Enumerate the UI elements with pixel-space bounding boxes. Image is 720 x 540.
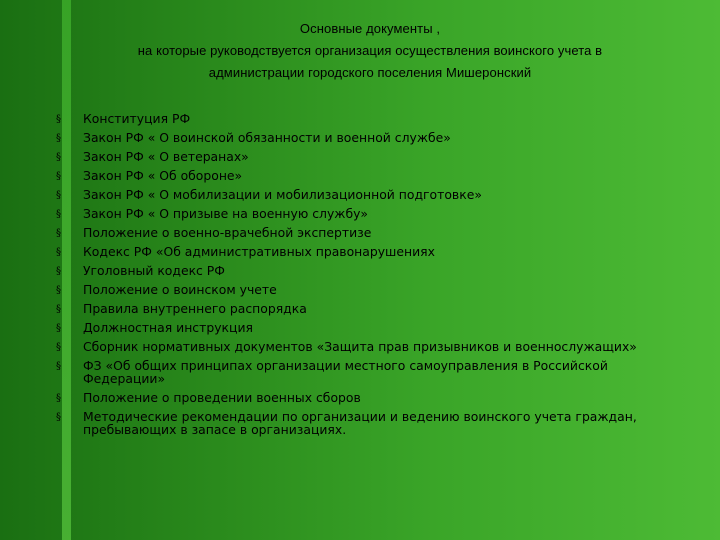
slide-title <box>70 18 670 84</box>
bullet-icon: § <box>56 114 61 125</box>
bullet-icon: § <box>56 266 61 277</box>
list-item-text: Кодекс РФ «Об административных правонарушениях <box>83 244 435 259</box>
title-line-1: Основные документы , <box>299 21 441 36</box>
list-item-text: Сборник нормативных документов «Защита прав призывников и военнослужащих» <box>83 339 637 354</box>
bullet-icon: § <box>56 285 61 296</box>
list-item <box>56 302 656 315</box>
list-item-text: Должностная инструкция <box>83 320 253 335</box>
list-item-text: Закон РФ « О призыве на военную службу» <box>83 206 369 221</box>
bullet-icon: § <box>56 412 61 423</box>
title-line-3: администрации городского поселения Мишеронский <box>208 65 532 80</box>
bullet-icon: § <box>56 190 61 201</box>
list-item <box>56 112 656 125</box>
list-item <box>56 264 656 277</box>
list-item <box>56 226 656 239</box>
list-item <box>56 283 656 296</box>
bullet-icon: § <box>56 323 61 334</box>
list-item-text: Методические рекомендации по организации и ведению воинского учета граждан, пребывающих в запасе в организациях. <box>83 409 637 437</box>
list-item <box>56 410 656 436</box>
list-item-text: Конституция РФ <box>83 111 191 126</box>
list-item <box>56 359 656 385</box>
list-item <box>56 131 656 144</box>
list-item-text: ФЗ «Об общих принципах организации местного самоуправления в Российской Федерации» <box>83 358 608 386</box>
list-item <box>56 207 656 220</box>
bullet-icon: § <box>56 152 61 163</box>
list-item <box>56 245 656 258</box>
list-item-text: Правила внутреннего распорядка <box>83 301 307 316</box>
bullet-icon: § <box>56 393 61 404</box>
list-item-text: Закон РФ « Об обороне» <box>83 168 243 183</box>
list-item-text: Закон РФ « О воинской обязанности и военной службе» <box>83 130 451 145</box>
bullet-icon: § <box>56 342 61 353</box>
bullet-icon: § <box>56 304 61 315</box>
bullet-icon: § <box>56 133 61 144</box>
list-item-text: Положение о проведении военных сборов <box>83 390 361 405</box>
list-item <box>56 150 656 163</box>
list-item <box>56 169 656 182</box>
list-item-text: Положение о военно-врачебной экспертизе <box>83 225 372 240</box>
documents-list <box>56 112 656 442</box>
list-item <box>56 340 656 353</box>
list-item <box>56 391 656 404</box>
bullet-icon: § <box>56 228 61 239</box>
list-item-text: Уголовный кодекс РФ <box>83 263 225 278</box>
list-item <box>56 321 656 334</box>
list-item-text: Закон РФ « О мобилизации и мобилизационной подготовке» <box>83 187 482 202</box>
list-item <box>56 188 656 201</box>
bullet-icon: § <box>56 171 61 182</box>
title-line-2: на которые руководствуется организация осуществления воинского учета в <box>137 43 603 58</box>
bullet-icon: § <box>56 361 61 372</box>
bullet-icon: § <box>56 247 61 258</box>
bullet-icon: § <box>56 209 61 220</box>
list-item-text: Закон РФ « О ветеранах» <box>83 149 249 164</box>
list-item-text: Положение о воинском учете <box>83 282 277 297</box>
